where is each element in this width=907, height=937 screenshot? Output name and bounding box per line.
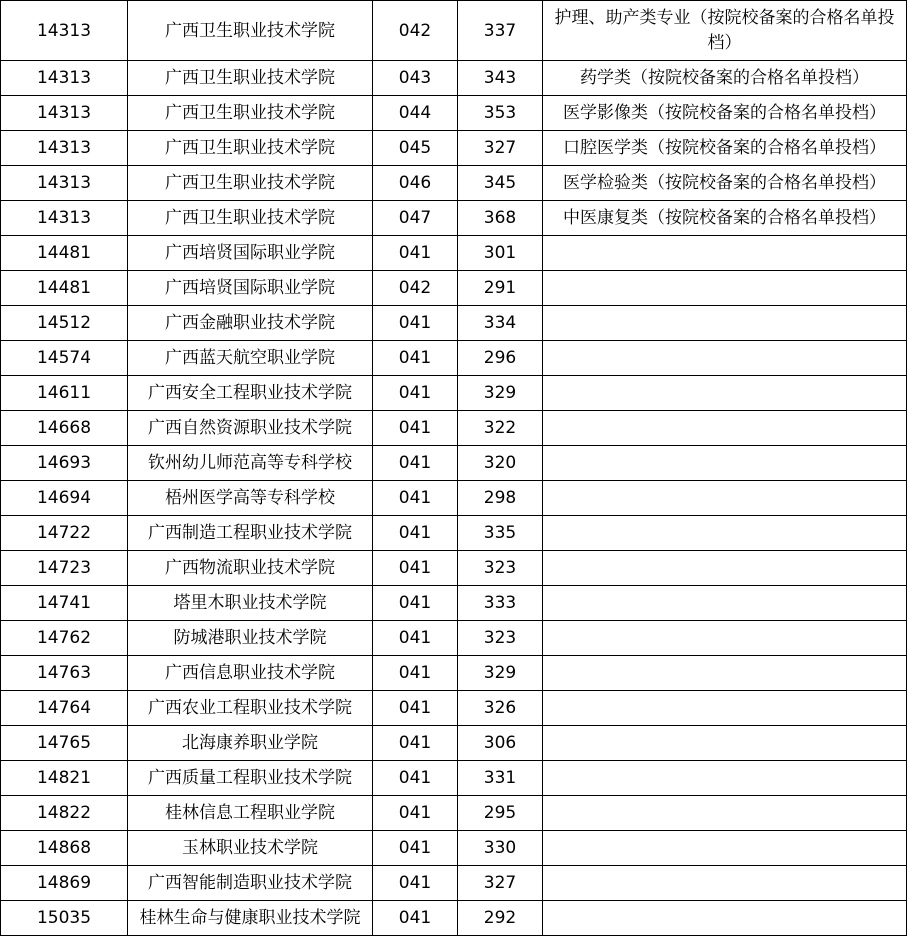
min-score-cell: 292 — [458, 901, 543, 936]
school-code-cell: 14723 — [1, 551, 128, 586]
school-name-cell: 广西卫生职业技术学院 — [128, 201, 373, 236]
major-group-cell: 041 — [373, 551, 458, 586]
table-row — [1, 901, 907, 936]
min-score-cell: 295 — [458, 796, 543, 831]
table-row — [1, 621, 907, 656]
min-score-cell: 327 — [458, 866, 543, 901]
major-group-cell: 041 — [373, 341, 458, 376]
note-cell: 中医康复类（按院校备案的合格名单投档） — [543, 201, 907, 236]
min-score-cell: 337 — [458, 1, 543, 61]
major-group-cell: 041 — [373, 901, 458, 936]
note-cell — [543, 236, 907, 271]
min-score-cell: 331 — [458, 761, 543, 796]
school-name-cell: 广西卫生职业技术学院 — [128, 96, 373, 131]
school-code-cell: 14821 — [1, 761, 128, 796]
note-cell: 药学类（按院校备案的合格名单投档） — [543, 61, 907, 96]
school-name-cell: 广西卫生职业技术学院 — [128, 1, 373, 61]
major-group-cell: 041 — [373, 376, 458, 411]
school-code-cell: 14313 — [1, 1, 128, 61]
table-row — [1, 131, 907, 166]
school-code-cell: 14741 — [1, 586, 128, 621]
school-name-cell: 广西培贤国际职业学院 — [128, 271, 373, 306]
school-name-cell: 广西培贤国际职业学院 — [128, 236, 373, 271]
school-name-cell: 广西农业工程职业技术学院 — [128, 691, 373, 726]
school-code-cell: 14313 — [1, 201, 128, 236]
note-cell — [543, 411, 907, 446]
table-row — [1, 96, 907, 131]
note-cell: 口腔医学类（按院校备案的合格名单投档） — [543, 131, 907, 166]
note-cell — [543, 586, 907, 621]
note-cell: 护理、助产类专业（按院校备案的合格名单投档） — [543, 1, 907, 61]
school-code-cell: 14313 — [1, 61, 128, 96]
table-row — [1, 306, 907, 341]
min-score-cell: 320 — [458, 446, 543, 481]
note-cell — [543, 446, 907, 481]
min-score-cell: 333 — [458, 586, 543, 621]
note-cell — [543, 796, 907, 831]
min-score-cell: 329 — [458, 656, 543, 691]
school-name-cell: 广西安全工程职业技术学院 — [128, 376, 373, 411]
school-code-cell: 14822 — [1, 796, 128, 831]
major-group-cell: 041 — [373, 726, 458, 761]
note-cell — [543, 691, 907, 726]
school-code-cell: 14765 — [1, 726, 128, 761]
min-score-cell: 326 — [458, 691, 543, 726]
major-group-cell: 041 — [373, 691, 458, 726]
school-name-cell: 广西质量工程职业技术学院 — [128, 761, 373, 796]
school-name-cell: 桂林生命与健康职业技术学院 — [128, 901, 373, 936]
major-group-cell: 041 — [373, 236, 458, 271]
major-group-cell: 043 — [373, 61, 458, 96]
school-name-cell: 梧州医学高等专科学校 — [128, 481, 373, 516]
major-group-cell: 047 — [373, 201, 458, 236]
table-row — [1, 236, 907, 271]
school-name-cell: 广西卫生职业技术学院 — [128, 61, 373, 96]
school-code-cell: 14313 — [1, 131, 128, 166]
min-score-cell: 353 — [458, 96, 543, 131]
table-row — [1, 691, 907, 726]
major-group-cell: 041 — [373, 761, 458, 796]
note-cell — [543, 866, 907, 901]
major-group-cell: 041 — [373, 411, 458, 446]
min-score-cell: 322 — [458, 411, 543, 446]
note-cell — [543, 656, 907, 691]
min-score-cell: 306 — [458, 726, 543, 761]
school-name-cell: 防城港职业技术学院 — [128, 621, 373, 656]
table-row — [1, 866, 907, 901]
min-score-cell: 323 — [458, 551, 543, 586]
school-code-cell: 14611 — [1, 376, 128, 411]
note-cell — [543, 901, 907, 936]
school-code-cell: 14574 — [1, 341, 128, 376]
school-code-cell: 14668 — [1, 411, 128, 446]
school-name-cell: 广西蓝天航空职业学院 — [128, 341, 373, 376]
major-group-cell: 041 — [373, 831, 458, 866]
school-code-cell: 15035 — [1, 901, 128, 936]
school-code-cell: 14481 — [1, 236, 128, 271]
min-score-cell: 298 — [458, 481, 543, 516]
school-name-cell: 广西制造工程职业技术学院 — [128, 516, 373, 551]
table-body — [1, 1, 907, 936]
major-group-cell: 041 — [373, 796, 458, 831]
school-code-cell: 14722 — [1, 516, 128, 551]
major-group-cell: 042 — [373, 1, 458, 61]
note-cell: 医学检验类（按院校备案的合格名单投档） — [543, 166, 907, 201]
min-score-cell: 296 — [458, 341, 543, 376]
major-group-cell: 041 — [373, 586, 458, 621]
school-name-cell: 北海康养职业学院 — [128, 726, 373, 761]
table-row — [1, 726, 907, 761]
table-row — [1, 831, 907, 866]
school-code-cell: 14762 — [1, 621, 128, 656]
min-score-cell: 335 — [458, 516, 543, 551]
major-group-cell: 045 — [373, 131, 458, 166]
table-row — [1, 61, 907, 96]
major-group-cell: 046 — [373, 166, 458, 201]
min-score-cell: 291 — [458, 271, 543, 306]
min-score-cell: 329 — [458, 376, 543, 411]
major-group-cell: 041 — [373, 621, 458, 656]
min-score-cell: 368 — [458, 201, 543, 236]
table-row — [1, 516, 907, 551]
major-group-cell: 041 — [373, 516, 458, 551]
school-name-cell: 塔里木职业技术学院 — [128, 586, 373, 621]
note-cell: 医学影像类（按院校备案的合格名单投档） — [543, 96, 907, 131]
table-row — [1, 271, 907, 306]
school-name-cell: 广西信息职业技术学院 — [128, 656, 373, 691]
school-code-cell: 14694 — [1, 481, 128, 516]
min-score-cell: 323 — [458, 621, 543, 656]
school-name-cell: 广西物流职业技术学院 — [128, 551, 373, 586]
table-row — [1, 341, 907, 376]
note-cell — [543, 481, 907, 516]
note-cell — [543, 621, 907, 656]
major-group-cell: 041 — [373, 446, 458, 481]
school-code-cell: 14313 — [1, 166, 128, 201]
min-score-cell: 345 — [458, 166, 543, 201]
note-cell — [543, 516, 907, 551]
school-code-cell: 14693 — [1, 446, 128, 481]
note-cell — [543, 726, 907, 761]
table-row — [1, 481, 907, 516]
school-name-cell: 钦州幼儿师范高等专科学校 — [128, 446, 373, 481]
table-row — [1, 656, 907, 691]
table-row — [1, 796, 907, 831]
school-code-cell: 14764 — [1, 691, 128, 726]
note-cell — [543, 306, 907, 341]
school-name-cell: 桂林信息工程职业学院 — [128, 796, 373, 831]
table-row — [1, 411, 907, 446]
school-code-cell: 14763 — [1, 656, 128, 691]
school-name-cell: 广西智能制造职业技术学院 — [128, 866, 373, 901]
major-group-cell: 041 — [373, 481, 458, 516]
note-cell — [543, 831, 907, 866]
major-group-cell: 041 — [373, 656, 458, 691]
school-name-cell: 广西卫生职业技术学院 — [128, 166, 373, 201]
note-cell — [543, 376, 907, 411]
school-code-cell: 14481 — [1, 271, 128, 306]
note-cell — [543, 271, 907, 306]
school-name-cell: 广西金融职业技术学院 — [128, 306, 373, 341]
table-row — [1, 551, 907, 586]
table-row — [1, 761, 907, 796]
min-score-cell: 330 — [458, 831, 543, 866]
table-row — [1, 586, 907, 621]
school-code-cell: 14313 — [1, 96, 128, 131]
school-code-cell: 14869 — [1, 866, 128, 901]
table-row — [1, 446, 907, 481]
school-code-cell: 14868 — [1, 831, 128, 866]
major-group-cell: 044 — [373, 96, 458, 131]
table-row — [1, 1, 907, 61]
table-row — [1, 166, 907, 201]
table-row — [1, 201, 907, 236]
min-score-cell: 334 — [458, 306, 543, 341]
note-cell — [543, 761, 907, 796]
note-cell — [543, 551, 907, 586]
school-name-cell: 玉林职业技术学院 — [128, 831, 373, 866]
major-group-cell: 042 — [373, 271, 458, 306]
table-row — [1, 376, 907, 411]
min-score-cell: 327 — [458, 131, 543, 166]
school-name-cell: 广西自然资源职业技术学院 — [128, 411, 373, 446]
school-name-cell: 广西卫生职业技术学院 — [128, 131, 373, 166]
major-group-cell: 041 — [373, 306, 458, 341]
school-code-cell: 14512 — [1, 306, 128, 341]
major-group-cell: 041 — [373, 866, 458, 901]
min-score-cell: 301 — [458, 236, 543, 271]
note-cell — [543, 341, 907, 376]
min-score-cell: 343 — [458, 61, 543, 96]
